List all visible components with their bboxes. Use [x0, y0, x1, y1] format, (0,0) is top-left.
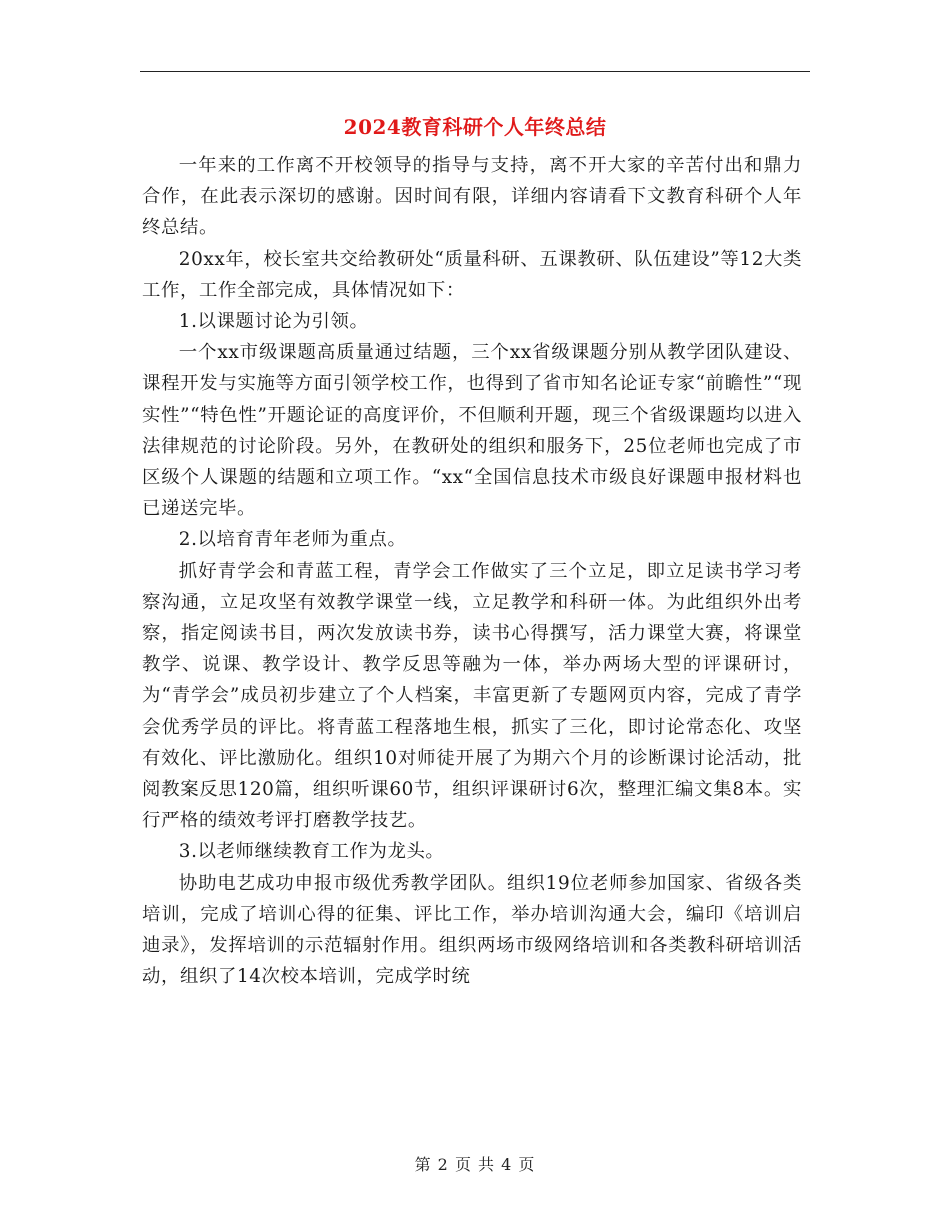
- section-heading: 2.以培育青年老师为重点。: [178, 529, 407, 551]
- paragraph: 协助电艺成功申报市级优秀教学团队。组织19位老师参加国家、省级各类培训，完成了培训心得的征集、评比工作，举办培训沟通大会，编印《培训启迪录》，发挥培训的示范辐射作用。组织两场市级网络培训和各类教科研培训活动，组织了14次校本培训，完成学时统: [142, 872, 802, 988]
- paragraph: 20xx年，校长室共交给教研处“质量科研、五课教研、队伍建设”等12大类工作，工作全部完成，具体情况如下：: [142, 248, 802, 301]
- paragraph: 抓好青学会和青蓝工程，青学会工作做实了三个立足，即立足读书学习考察沟通，立足攻坚有效教学课堂一线，立足教学和科研一体。为此组织外出考察，指定阅读书目，两次发放读书券，读书心得撰写，活力课堂大赛，将课堂教学、说课、教学设计、教学反思等融为一体，举办两场大型的评课研讨，为“青学会”成员初步建立了个人档案，丰富更新了专题网页内容，完成了青学会优秀学员的评比。将青蓝工程落地生根，抓实了三化，即讨论常态化、攻坚有效化、评比激励化。组织10对师徒开展了为期六个月的诊断课讨论活动，批阅教案反思120篇，组织听课60节，组织评课研讨6次，整理汇编文集8本。实行严格的绩效考评打磨教学技艺。: [142, 560, 802, 832]
- document-title: 2024教育科研个人年终总结: [343, 115, 607, 139]
- page-footer: 第 2 页 共 4 页: [414, 1155, 536, 1174]
- document-body: [142, 150, 802, 992]
- header-rule: [140, 71, 810, 72]
- paragraph: 一年来的工作离不开校领导的指导与支持，离不开大家的辛苦付出和鼎力合作，在此表示深切的感谢。因时间有限，详细内容请看下文教育科研个人年终总结。: [142, 155, 802, 239]
- section-heading: 1.以课题讨论为引领。: [178, 311, 369, 333]
- section-heading: 3.以老师继续教育工作为龙头。: [178, 841, 445, 863]
- paragraph: 一个xx市级课题高质量通过结题，三个xx省级课题分别从教学团队建设、课程开发与实施等方面引领学校工作，也得到了省市知名论证专家“前瞻性”“现实性”“特色性”开题论证的高度评价，不但顺利开题，现三个省级课题均以进入法律规范的讨论阶段。另外，在教研处的组织和服务下，25位老师也完成了市区级个人课题的结题和立项工作。“xx“全国信息技术市级良好课题申报材料也已递送完毕。: [142, 342, 802, 520]
